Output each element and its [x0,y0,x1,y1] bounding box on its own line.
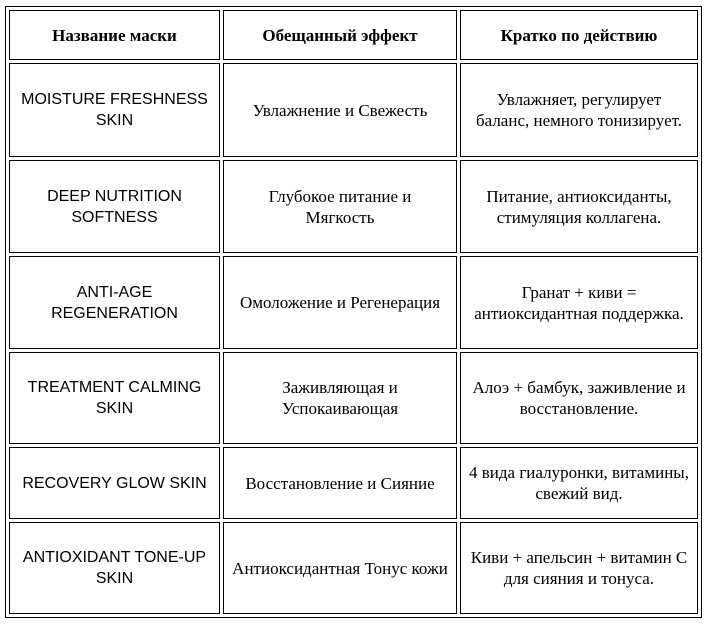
masks-table [5,6,702,618]
effect-cell: Заживляющая и Успокаивающая [223,352,457,444]
mask-name-cell: MOISTURE FRESHNESS SKIN [9,63,220,157]
action-cell: Алоэ + бамбук, заживление и восстановление. [460,352,698,444]
mask-name-cell: ANTIOXIDANT TONE-UP SKIN [9,522,220,614]
effect-cell: Омоложение и Регенерация [223,256,457,349]
action-cell: Киви + апельсин + витамин С для сияния и тонуса. [460,522,698,614]
table-row [9,352,698,444]
table-row [9,63,698,157]
header-row [9,10,698,60]
table-row [9,447,698,519]
table-row [9,522,698,614]
header-brief-action: Кратко по действию [460,10,698,60]
action-cell: Питание, антиоксиданты, стимуляция коллагена. [460,160,698,253]
action-cell: Увлажняет, регулирует баланс, немного тонизирует. [460,63,698,157]
effect-cell: Глубокое питание и Мягкость [223,160,457,253]
effect-cell: Увлажнение и Свежесть [223,63,457,157]
action-cell: 4 вида гиалуронки, витамины, свежий вид. [460,447,698,519]
effect-cell: Восстановление и Сияние [223,447,457,519]
mask-name-cell: RECOVERY GLOW SKIN [9,447,220,519]
table-row [9,160,698,253]
header-promised-effect: Обещанный эффект [223,10,457,60]
table-row [9,256,698,349]
mask-name-cell: TREATMENT CALMING SKIN [9,352,220,444]
effect-cell: Антиоксидантная Тонус кожи [223,522,457,614]
action-cell: Гранат + киви = антиоксидантная поддержка. [460,256,698,349]
header-mask-name: Название маски [9,10,220,60]
mask-name-cell: DEEP NUTRITION SOFTNESS [9,160,220,253]
mask-name-cell: ANTI-AGE REGENERATION [9,256,220,349]
